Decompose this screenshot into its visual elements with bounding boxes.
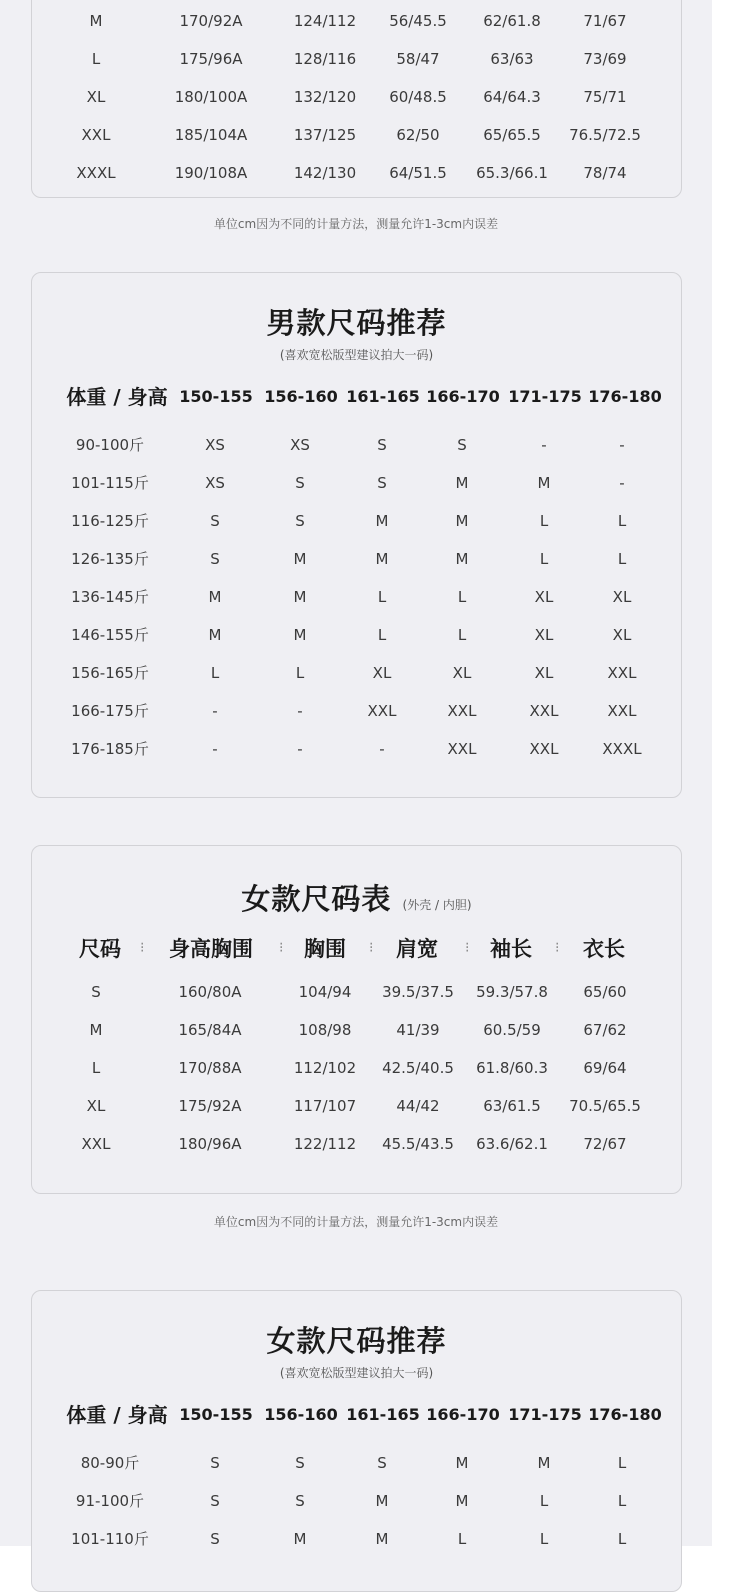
weight-cell: 166-175斤: [71, 702, 149, 720]
size-cell: M: [537, 1454, 551, 1472]
table-row: [32, 616, 681, 654]
size-cell: XXL: [447, 702, 477, 720]
length-cell: 75/71: [583, 88, 627, 106]
size-cell: L: [457, 626, 467, 644]
size-cell: XXXL: [602, 740, 642, 758]
chest-cell: 104/94: [298, 983, 352, 1001]
chest-cell: 132/120: [293, 88, 357, 106]
sleeve-cell: 63/61.5: [483, 1097, 541, 1115]
table-row: [32, 1520, 681, 1558]
card-title-note: (外壳 / 内胆): [402, 898, 472, 912]
size-cell: S: [210, 1492, 220, 1510]
height-chest-cell: 175/96A: [179, 50, 243, 68]
header-weight-height: 体重 / 身高: [66, 385, 168, 409]
chest-cell: 122/112: [293, 1135, 357, 1153]
height-chest-cell: 180/100A: [174, 88, 248, 106]
table-row: [32, 1444, 681, 1482]
shoulder-cell: 60/48.5: [389, 88, 447, 106]
weight-cell: 116-125斤: [71, 512, 149, 530]
card-title: 女款尺码推荐: [266, 1324, 447, 1358]
size-cell: M: [375, 512, 389, 530]
table-row: [32, 692, 681, 730]
table-row: [32, 540, 681, 578]
length-cell: 73/69: [583, 50, 627, 68]
shoulder-cell: 62/50: [396, 126, 440, 144]
size-cell: L: [377, 626, 387, 644]
size-cell: XL: [612, 626, 632, 644]
size-cell: -: [619, 474, 625, 492]
header-size: 尺码: [79, 937, 121, 961]
table-row: [32, 973, 681, 1011]
size-cell: M: [208, 588, 222, 606]
size-cell: M: [89, 1021, 103, 1039]
measurement-note: 单位cm因为不同的计量方法，测量允许1-3cm内误差: [213, 1215, 499, 1229]
weight-cell: 101-115斤: [71, 474, 149, 492]
header-height-range: 166-170: [426, 1405, 500, 1424]
size-cell: S: [377, 474, 387, 492]
length-cell: 67/62: [583, 1021, 627, 1039]
size-cell: M: [375, 1530, 389, 1548]
sleeve-cell: 60.5/59: [483, 1021, 541, 1039]
size-cell: XS: [290, 436, 310, 454]
weight-cell: 136-145斤: [71, 588, 149, 606]
size-cell: XS: [205, 474, 225, 492]
header-height-range: 156-160: [264, 387, 338, 406]
weight-cell: 90-100斤: [75, 436, 145, 454]
size-cell: S: [457, 436, 467, 454]
size-cell: L: [617, 550, 627, 568]
header-separator: ⁝: [279, 940, 284, 956]
height-chest-cell: 160/80A: [178, 983, 242, 1001]
size-cell: XL: [612, 588, 632, 606]
size-cell: L: [457, 1530, 467, 1548]
length-cell: 72/67: [583, 1135, 627, 1153]
header-separator: ⁝: [369, 940, 374, 956]
size-cell: L: [617, 1530, 627, 1548]
length-cell: 65/60: [583, 983, 627, 1001]
shoulder-cell: 58/47: [396, 50, 440, 68]
table-row: [32, 1482, 681, 1520]
size-cell: L: [539, 1530, 549, 1548]
table-row: [32, 1049, 681, 1087]
header-chest: 胸围: [304, 937, 346, 961]
size-cell: XXL: [607, 702, 637, 720]
size-cell: L: [295, 664, 305, 682]
sleeve-cell: 65.3/66.1: [476, 164, 548, 182]
shoulder-cell: 41/39: [396, 1021, 440, 1039]
card-title-text: 女款尺码表: [241, 882, 392, 916]
size-cell: L: [210, 664, 220, 682]
height-chest-cell: 165/84A: [178, 1021, 242, 1039]
size-cell: L: [91, 1059, 101, 1077]
size-cell: -: [541, 436, 547, 454]
size-cell: XL: [534, 626, 554, 644]
header-height-range: 166-170: [426, 387, 500, 406]
size-cell: XXL: [529, 740, 559, 758]
table-row: [32, 78, 681, 116]
header-height-range: 161-165: [346, 1405, 420, 1424]
header-separator: ⁝: [555, 940, 560, 956]
table-row: [32, 654, 681, 692]
header-shoulder: 肩宽: [396, 937, 438, 961]
sleeve-cell: 63.6/62.1: [476, 1135, 548, 1153]
weight-cell: 126-135斤: [71, 550, 149, 568]
height-chest-cell: 170/92A: [179, 12, 243, 30]
size-cell: L: [539, 550, 549, 568]
size-cell: M: [375, 1492, 389, 1510]
table-header: [32, 930, 681, 968]
table-row: [32, 2, 681, 40]
shoulder-cell: 64/51.5: [389, 164, 447, 182]
card-title: 男款尺码推荐: [266, 306, 447, 340]
size-cell: M: [455, 550, 469, 568]
table-header: [32, 1396, 681, 1434]
header-height-range: 171-175: [508, 387, 582, 406]
size-cell: S: [210, 1530, 220, 1548]
weight-cell: 80-90斤: [80, 1454, 140, 1472]
weight-cell: 91-100斤: [75, 1492, 145, 1510]
size-cell: S: [295, 1454, 305, 1472]
header-height-range: 150-155: [179, 387, 253, 406]
size-cell: L: [91, 50, 101, 68]
height-chest-cell: 190/108A: [174, 164, 248, 182]
weight-cell: 156-165斤: [71, 664, 149, 682]
size-cell: L: [539, 512, 549, 530]
size-cell: L: [377, 588, 387, 606]
weight-cell: 146-155斤: [71, 626, 149, 644]
header-length: 衣长: [583, 937, 625, 961]
weight-cell: 176-185斤: [71, 740, 149, 758]
size-cell: S: [295, 512, 305, 530]
size-cell: -: [297, 702, 303, 720]
size-cell: M: [293, 1530, 307, 1548]
sleeve-cell: 61.8/60.3: [476, 1059, 548, 1077]
size-cell: M: [293, 626, 307, 644]
size-cell: XL: [86, 1097, 106, 1115]
size-cell: XXL: [81, 1135, 111, 1153]
size-cell: M: [208, 626, 222, 644]
header-height-range: 171-175: [508, 1405, 582, 1424]
chest-cell: 142/130: [293, 164, 357, 182]
measurement-note: 单位cm因为不同的计量方法，测量允许1-3cm内误差: [213, 217, 499, 231]
size-cell: -: [297, 740, 303, 758]
size-cell: M: [455, 1454, 469, 1472]
size-cell: -: [212, 702, 218, 720]
sleeve-cell: 63/63: [490, 50, 534, 68]
sleeve-cell: 59.3/57.8: [476, 983, 548, 1001]
chest-cell: 117/107: [293, 1097, 357, 1115]
table-row: [32, 40, 681, 78]
table-row: [32, 154, 681, 192]
size-cell: L: [617, 512, 627, 530]
size-cell: -: [379, 740, 385, 758]
size-cell: XL: [534, 588, 554, 606]
height-chest-cell: 180/96A: [178, 1135, 242, 1153]
shoulder-cell: 56/45.5: [389, 12, 447, 30]
header-weight-height: 体重 / 身高: [66, 1403, 168, 1427]
size-cell: XL: [86, 88, 106, 106]
length-cell: 71/67: [583, 12, 627, 30]
shoulder-cell: 39.5/37.5: [382, 983, 454, 1001]
header-separator: ⁝: [140, 940, 145, 956]
height-chest-cell: 170/88A: [178, 1059, 242, 1077]
size-cell: XXL: [81, 126, 111, 144]
table-row: [32, 502, 681, 540]
size-cell: XS: [205, 436, 225, 454]
size-cell: S: [377, 1454, 387, 1472]
size-cell: -: [619, 436, 625, 454]
men-size-table-card: [31, 0, 682, 198]
size-cell: XL: [372, 664, 392, 682]
size-cell: L: [617, 1492, 627, 1510]
size-cell: M: [455, 474, 469, 492]
size-cell: S: [295, 1492, 305, 1510]
shoulder-cell: 42.5/40.5: [382, 1059, 454, 1077]
chest-cell: 137/125: [293, 126, 357, 144]
table-row: [32, 1011, 681, 1049]
chest-cell: 128/116: [293, 50, 357, 68]
size-cell: L: [617, 1454, 627, 1472]
header-height-chest: 身高胸围: [169, 937, 253, 961]
size-cell: M: [455, 1492, 469, 1510]
chest-cell: 112/102: [293, 1059, 357, 1077]
table-row: [32, 1125, 681, 1163]
header-height-range: 176-180: [588, 387, 662, 406]
sleeve-cell: 62/61.8: [483, 12, 541, 30]
height-chest-cell: 185/104A: [174, 126, 248, 144]
card-subtitle: (喜欢宽松版型建议拍大一码): [279, 1366, 434, 1380]
header-separator: ⁝: [465, 940, 470, 956]
size-cell: M: [455, 512, 469, 530]
size-cell: L: [539, 1492, 549, 1510]
sleeve-cell: 65/65.5: [483, 126, 541, 144]
size-cell: XL: [452, 664, 472, 682]
shoulder-cell: 44/42: [396, 1097, 440, 1115]
header-height-range: 176-180: [588, 1405, 662, 1424]
chest-cell: 108/98: [298, 1021, 352, 1039]
length-cell: 76.5/72.5: [569, 126, 641, 144]
size-cell: -: [212, 740, 218, 758]
header-height-range: 150-155: [179, 1405, 253, 1424]
table-row: [32, 464, 681, 502]
size-cell: XXXL: [76, 164, 116, 182]
women-size-table-card: [31, 845, 682, 1194]
chest-cell: 124/112: [293, 12, 357, 30]
length-cell: 78/74: [583, 164, 627, 182]
size-cell: M: [293, 588, 307, 606]
height-chest-cell: 175/92A: [178, 1097, 242, 1115]
length-cell: 70.5/65.5: [569, 1097, 641, 1115]
table-row: [32, 426, 681, 464]
size-cell: S: [210, 1454, 220, 1472]
size-cell: S: [377, 436, 387, 454]
card-title: [32, 877, 681, 918]
table-row: [32, 1087, 681, 1125]
table-row: [32, 116, 681, 154]
size-cell: XXL: [607, 664, 637, 682]
table-row: [32, 578, 681, 616]
men-recommend-card: [31, 272, 682, 798]
size-cell: XL: [534, 664, 554, 682]
table-row: [32, 730, 681, 768]
header-height-range: 156-160: [264, 1405, 338, 1424]
size-cell: S: [210, 550, 220, 568]
card-subtitle: (喜欢宽松版型建议拍大一码): [279, 348, 434, 362]
header-height-range: 161-165: [346, 387, 420, 406]
women-recommend-card: [31, 1290, 682, 1592]
shoulder-cell: 45.5/43.5: [382, 1135, 454, 1153]
size-cell: S: [295, 474, 305, 492]
table-header: [32, 378, 681, 416]
size-cell: M: [89, 12, 103, 30]
size-cell: M: [293, 550, 307, 568]
size-cell: XXL: [447, 740, 477, 758]
size-cell: XXL: [529, 702, 559, 720]
sleeve-cell: 64/64.3: [483, 88, 541, 106]
size-cell: S: [91, 983, 101, 1001]
length-cell: 69/64: [583, 1059, 627, 1077]
size-cell: M: [537, 474, 551, 492]
size-cell: M: [375, 550, 389, 568]
size-cell: L: [457, 588, 467, 606]
size-cell: S: [210, 512, 220, 530]
weight-cell: 101-110斤: [71, 1530, 149, 1548]
header-sleeve: 袖长: [490, 937, 532, 961]
size-cell: XXL: [367, 702, 397, 720]
